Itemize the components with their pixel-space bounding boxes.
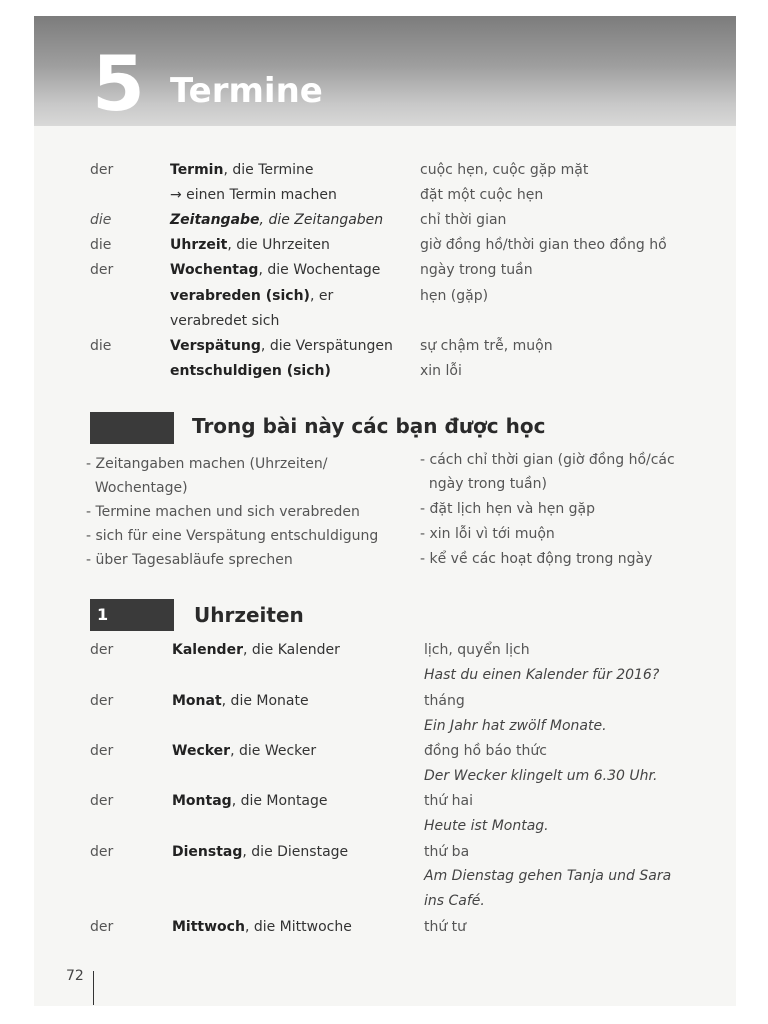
vocab-entry xyxy=(170,162,314,179)
phrase: → einen Termin machen xyxy=(170,187,337,203)
vocab-entry xyxy=(172,642,340,659)
translation: hẹn (gặp) xyxy=(420,288,489,304)
headword: Mittwoch xyxy=(172,919,245,935)
example-sentence: Der Wecker klingelt um 6.30 Uhr. xyxy=(424,768,658,784)
chapter-number: 5 xyxy=(92,39,145,128)
plural: , die Termine xyxy=(223,162,314,178)
headword: Dienstag xyxy=(172,844,243,860)
vocab-entry xyxy=(170,212,383,229)
section-marker xyxy=(90,412,174,444)
article: die xyxy=(90,212,112,228)
goal-item: - Zeitangaben machen (Uhrzeiten/ xyxy=(86,456,328,472)
chapter-title: Termine xyxy=(170,71,323,111)
vocab-entry xyxy=(172,919,352,936)
translation: giờ đồng hồ/thời gian theo đồng hồ xyxy=(420,237,667,253)
vocab-entry xyxy=(170,288,333,305)
plural: , die Uhrzeiten xyxy=(227,237,330,253)
vocab-entry xyxy=(170,262,380,279)
plural: , die Wochentage xyxy=(258,262,381,278)
section-title: Uhrzeiten xyxy=(194,603,304,627)
headword: entschuldigen (sich) xyxy=(170,363,331,379)
goal-item: - über Tagesabläufe sprechen xyxy=(86,552,293,568)
translation: tháng xyxy=(424,693,465,709)
translation: xin lỗi xyxy=(420,363,462,379)
article: der xyxy=(90,262,114,278)
example-sentence: ins Café. xyxy=(424,893,485,909)
goal-item: - cách chỉ thời gian (giờ đồng hồ/các xyxy=(420,452,675,468)
translation: thứ tư xyxy=(424,919,467,935)
plural: , die Wecker xyxy=(230,743,317,759)
plural: , die Kalender xyxy=(242,642,340,658)
goal-item: - đặt lịch hẹn và hẹn gặp xyxy=(420,501,595,517)
translation: thứ ba xyxy=(424,844,470,860)
vocab-entry xyxy=(172,743,316,760)
article: der xyxy=(90,642,114,658)
goal-item: ngày trong tuần) xyxy=(420,476,547,492)
headword: Wecker xyxy=(172,743,231,759)
plural: , die Monate xyxy=(221,693,309,709)
headword: Zeitangabe xyxy=(170,212,260,228)
article: der xyxy=(90,919,114,935)
translation: lịch, quyển lịch xyxy=(424,642,530,658)
goal-item: - kể về các hoạt động trong ngày xyxy=(420,551,653,567)
goal-item: - xin lỗi vì tới muộn xyxy=(420,526,555,542)
goals-title: Trong bài này các bạn được học xyxy=(192,414,546,438)
vocab-entry xyxy=(172,693,309,710)
goal-item: - sich für eine Verspätung entschuldigung xyxy=(86,528,379,544)
book-page xyxy=(34,16,736,1006)
vocab-entry xyxy=(170,237,330,254)
translation: chỉ thời gian xyxy=(420,212,507,228)
chapter-header xyxy=(34,16,736,126)
headword: Termin xyxy=(170,162,224,178)
article: die xyxy=(90,338,112,354)
headword: verabreden (sich) xyxy=(170,288,310,304)
plural: , die Verspätungen xyxy=(260,338,393,354)
translation: sự chậm trễ, muộn xyxy=(420,338,553,354)
article: der xyxy=(90,693,114,709)
example-sentence: Hast du einen Kalender für 2016? xyxy=(424,667,660,683)
conjugation: verabredet sich xyxy=(170,313,280,329)
vocab-entry xyxy=(172,844,348,861)
translation: đặt một cuộc hẹn xyxy=(420,187,544,203)
article: die xyxy=(90,237,112,253)
translation: thứ hai xyxy=(424,793,474,809)
section-number: 1 xyxy=(97,605,109,624)
translation: ngày trong tuần xyxy=(420,262,533,278)
headword: Montag xyxy=(172,793,232,809)
page-number-rule xyxy=(93,971,94,1005)
headword: Verspätung xyxy=(170,338,261,354)
article: der xyxy=(90,793,114,809)
plural: , die Mittwoche xyxy=(244,919,352,935)
example-sentence: Heute ist Montag. xyxy=(424,818,549,834)
vocab-entry xyxy=(170,338,393,355)
vocab-entry xyxy=(170,363,331,380)
goal-item: Wochentage) xyxy=(86,480,188,496)
example-sentence: Am Dienstag gehen Tanja und Sara xyxy=(424,868,672,884)
headword: Wochentag xyxy=(170,262,259,278)
article: der xyxy=(90,743,114,759)
vocab-entry xyxy=(172,793,328,810)
headword: Monat xyxy=(172,693,222,709)
headword: Kalender xyxy=(172,642,243,658)
translation: đồng hồ báo thức xyxy=(424,743,547,759)
page-number: 72 xyxy=(66,968,84,984)
plural: , die Dienstage xyxy=(242,844,349,860)
example-sentence: Ein Jahr hat zwölf Monate. xyxy=(424,718,607,734)
headword: Uhrzeit xyxy=(170,237,228,253)
article: der xyxy=(90,844,114,860)
translation: cuộc hẹn, cuộc gặp mặt xyxy=(420,162,589,178)
plural: , die Zeitangaben xyxy=(259,212,384,228)
article: der xyxy=(90,162,114,178)
conjugation: , er xyxy=(309,288,334,304)
goal-item: - Termine machen und sich verabreden xyxy=(86,504,360,520)
plural: , die Montage xyxy=(231,793,328,809)
